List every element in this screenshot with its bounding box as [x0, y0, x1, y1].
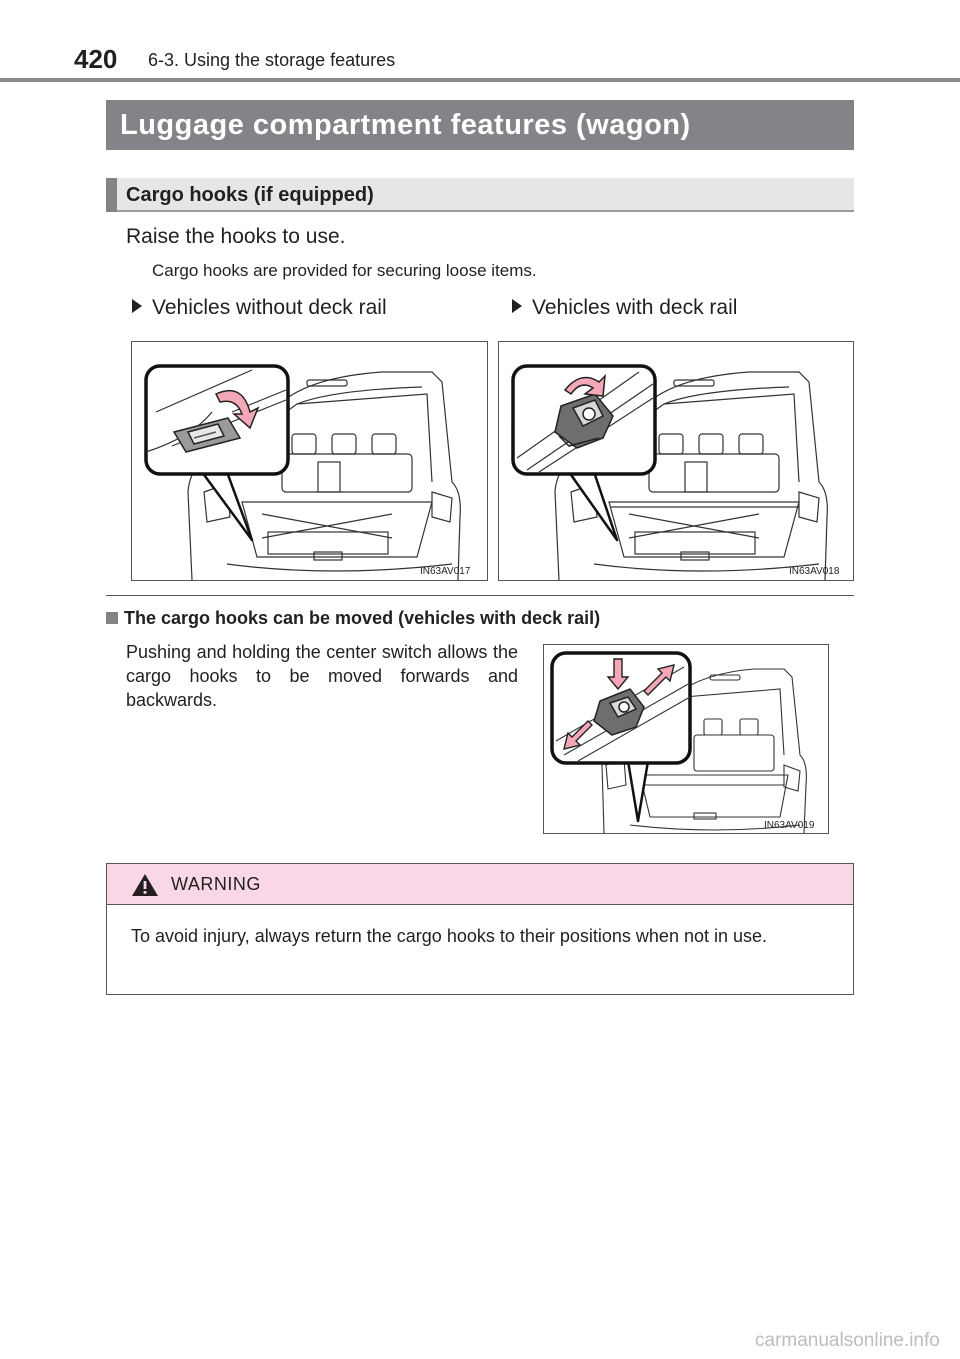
callout-pointer: [202, 472, 252, 540]
triangle-bullet-icon: [132, 299, 142, 313]
warning-text: To avoid injury, always return the cargo hooks to their positions when not in use.: [131, 926, 768, 946]
section-rule: [106, 595, 854, 596]
section-heading-text: The cargo hooks can be moved (vehicles with deck rail): [124, 608, 601, 628]
section-path: 6-3. Using the storage features: [148, 50, 396, 70]
variant-label-without-deck-rail: [132, 296, 387, 320]
figure-with-deck-rail: [498, 341, 854, 581]
variant-left-text: Vehicles without deck rail: [152, 296, 387, 319]
figure-code: IN63AV019: [764, 820, 815, 831]
warning-box: [106, 863, 854, 995]
figure-moving-hooks: [543, 644, 829, 834]
main-title: Luggage compartment features (wagon): [120, 109, 691, 141]
warning-label: WARNING: [171, 874, 261, 894]
figure-code: IN63AV017: [420, 566, 471, 577]
warning-header: [107, 864, 853, 905]
sub-title-accent: [106, 178, 117, 212]
luggage-illustration: [544, 645, 829, 834]
instruction: Raise the hooks to use.: [126, 225, 346, 248]
luggage-illustration: [132, 342, 488, 581]
square-bullet-icon: [106, 612, 118, 624]
figure-without-deck-rail: [131, 341, 488, 581]
callout-bubble: [146, 366, 288, 474]
main-title-bar: [106, 100, 854, 150]
figure-code: IN63AV018: [789, 566, 840, 577]
variant-right-text: Vehicles with deck rail: [532, 296, 738, 319]
watermark: carmanualsonline.info: [755, 1330, 940, 1351]
page-number: 420: [74, 44, 118, 74]
sub-title: Cargo hooks (if equipped): [126, 184, 374, 206]
callout-pointer: [628, 761, 648, 821]
luggage-illustration: [499, 342, 854, 581]
instruction-note: Cargo hooks are provided for securing loose items.: [152, 261, 537, 280]
warning-triangle-icon: [131, 873, 159, 897]
section-body: Pushing and holding the center switch allows the cargo hooks to be moved forwards and backwards.: [126, 642, 518, 710]
variant-label-with-deck-rail: [512, 296, 737, 320]
section-heading: [106, 608, 600, 629]
triangle-bullet-icon: [512, 299, 522, 313]
sub-title-bar: [106, 178, 854, 212]
header-rule: [0, 78, 960, 82]
